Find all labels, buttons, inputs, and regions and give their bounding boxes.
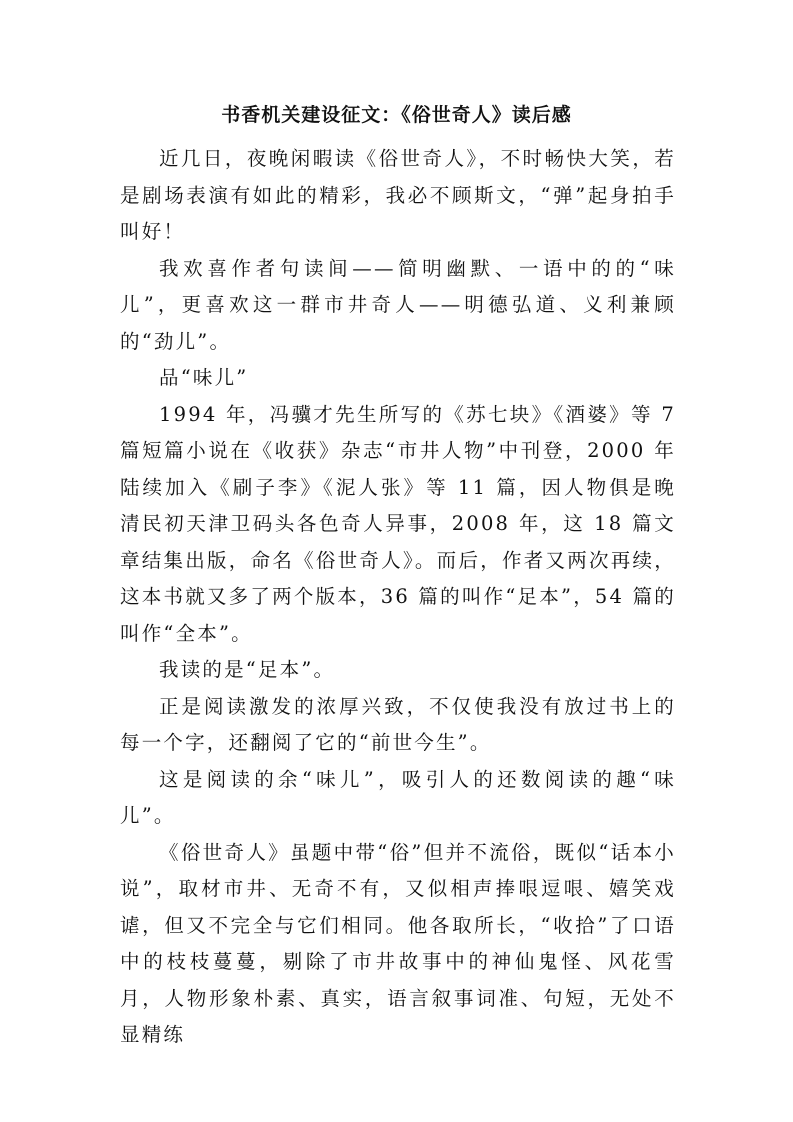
paragraph-1: 近几日，夜晚闲暇读《俗世奇人》，不时畅快大笑，若是剧场表演有如此的精彩，我必不顾斯文，“弹”起身拍手叫好！ — [120, 147, 676, 243]
paragraph-6: 这是阅读的余“味儿”，吸引人的还数阅读的趣“味儿”。 — [120, 767, 676, 827]
document-title: 书香机关建设征文：《俗世奇人》读后感 — [221, 104, 572, 126]
paragraph-7: 《俗世奇人》虽题中带“俗”但并不流俗，既似“话本小说”，取材市井、无奇不有，又似相声捧哏逗哏、嬉笑戏谑，但又不完全与它们相同。他各取所长，“收拾”了口语中的枝枝蔓蔓，剔除了市井故事中的神仙鬼怪、风花雪月，人物形象朴素、真实，语言叙事词准、句短，无处不显精练 — [120, 840, 676, 1046]
paragraph-2: 我欢喜作者句读间——简明幽默、一语中的的“味儿”，更喜欢这一群市井奇人——明德弘道、义利兼顾的“劲儿”。 — [120, 256, 676, 353]
section-heading: 品“味儿” — [159, 366, 249, 389]
paragraph-5: 正是阅读激发的浓厚兴致，不仅使我没有放过书上的每一个字，还翻阅了它的“前世今生”。 — [120, 694, 676, 754]
paragraph-4: 我读的是“足本”。 — [159, 658, 336, 681]
document-body — [120, 141, 676, 1054]
paragraph-3: 1994 年，冯骥才先生所写的《苏七块》《酒婆》等 7 篇短篇小说在《收获》杂志“市井人物”中刊登，2000 年陆续加入《刷子李》《泥人张》等 11 篇，因人物俱是晚清民初天津卫码头各色奇人异事，2008 年，这 18 篇文章结集出版，命名《俗世奇人》。而后，作者又两次再续，这本书就又多了两个版本，36 篇的叫作“足本”，54 篇的叫作“全本”。 — [120, 402, 676, 645]
